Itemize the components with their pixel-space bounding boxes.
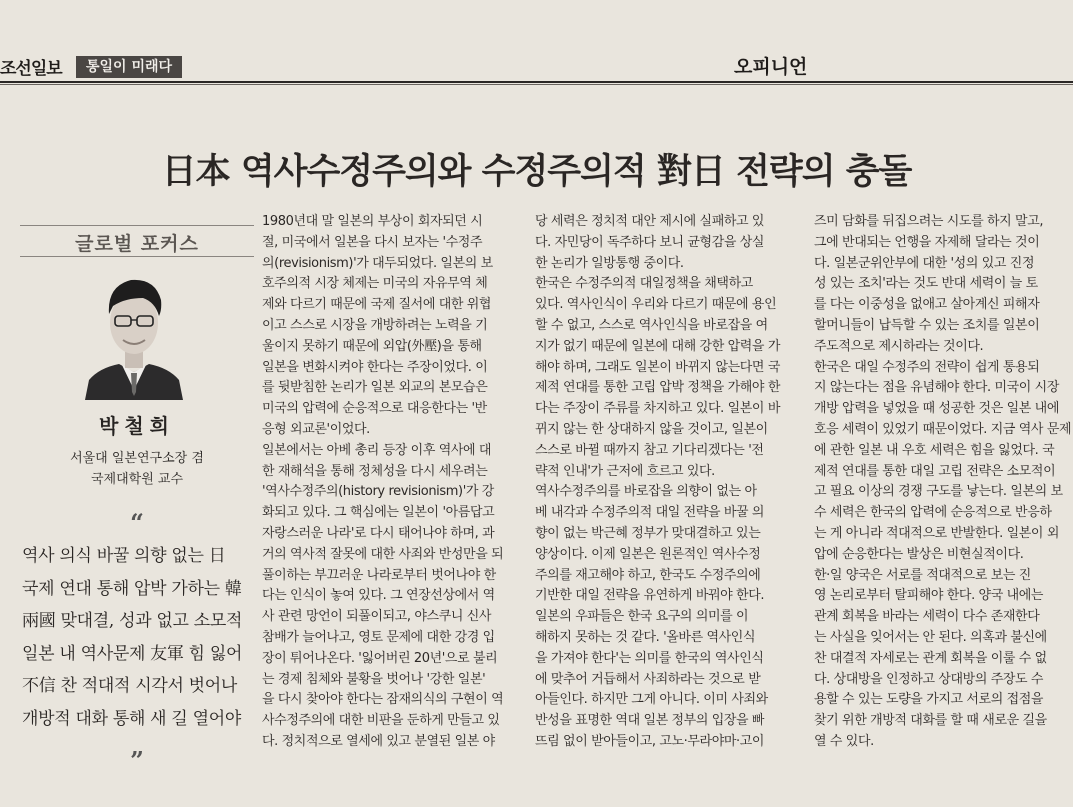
column-title-rule-bottom <box>20 256 254 257</box>
body-line: 제와 다르기 때문에 국제 질서에 대한 위협 <box>262 297 492 313</box>
author-name: 박철희 <box>99 414 175 438</box>
column-title-rule-top <box>20 225 254 226</box>
body-line: 열 수 있다. <box>814 733 874 749</box>
body-line: 해하지 못하는 것 같다. '올바른 역사인식 <box>535 629 756 645</box>
body-line: 자랑스러운 나라'로 다시 태어나야 하며, 과 <box>262 525 495 541</box>
body-line: 화되고 있다. 그 핵심에는 일본이 '아름답고 <box>262 505 495 521</box>
section-badge: 통일이 미래다 <box>76 56 182 78</box>
body-line: 수 세력은 한국의 압력에 순응적으로 반응하 <box>814 505 1052 521</box>
body-line: 그에 반대되는 언행을 자제해 달라는 것이 <box>814 234 1040 250</box>
body-line: 향이 없는 박근혜 정부가 맞대결하고 있는 <box>535 525 761 541</box>
body-line: 일본의 우파들은 한국 요구의 의미를 이 <box>535 609 749 625</box>
pull-quote-line: 국제 연대 통해 압박 가하는 韓 <box>22 578 242 599</box>
body-line: 다는 주장이 주류를 차지하고 있다. 일본이 바 <box>535 401 780 417</box>
body-line: 한국은 대일 수정주의 전략이 쉽게 통용되 <box>814 359 1040 375</box>
quote-close-mark: ” <box>130 746 144 775</box>
body-line: 다. 일본군위안부에 대한 '성의 있고 진정 <box>814 255 1035 271</box>
body-line: 할 수 없고, 스스로 역사인식을 바로잡을 여 <box>535 317 768 333</box>
header-rule <box>0 81 1073 83</box>
pull-quote <box>22 540 256 735</box>
body-line: 사 관련 망언이 되풀이되고, 야스쿠니 신사 <box>262 609 492 625</box>
body-line: 한 재해석을 통해 정체성을 다시 세우려는 <box>262 463 488 479</box>
body-line: 관계 회복을 바라는 세력이 다수 존재한다 <box>814 609 1040 625</box>
body-line: 즈미 담화를 뒤집으려는 시도를 하지 말고, <box>814 214 1044 229</box>
body-line: 주도적으로 제시하라는 것이다. <box>814 338 984 354</box>
body-line: 한·일 양국은 서로를 적대적으로 보는 진 <box>814 567 1031 583</box>
body-line: 베 내각과 수정주의적 대일 전략을 바꿀 의 <box>535 505 765 521</box>
body-line: 영 논리로부터 탈피해야 한다. 양국 내에는 <box>814 588 1044 604</box>
body-line: 를 다는 이중성을 없애고 살아계신 피해자 <box>814 297 1040 313</box>
body-line: 지가 없기 때문에 일본에 대해 강한 압력을 가 <box>535 338 780 354</box>
body-line: 략적 인내'가 근저에 흐르고 있다. <box>535 463 715 479</box>
newspaper-name: 조선일보 <box>0 59 62 79</box>
body-column-1 <box>262 212 524 753</box>
body-line: 에 맞추어 거듭해서 사죄하라는 것으로 받 <box>535 671 761 687</box>
body-line: 지 않는다는 점을 유념해야 한다. 미국이 시장 <box>814 380 1059 396</box>
body-line: 는 사실을 잊어서는 안 된다. 의혹과 불신에 <box>814 629 1047 645</box>
body-line: 호주의적 시장 체제는 미국의 자유무역 체 <box>262 276 488 292</box>
body-line: 기반한 대일 전략을 유연하게 바꿔야 한다. <box>535 588 765 604</box>
author-title: 서울대 일본연구소장 겸 <box>70 451 204 466</box>
body-line: 호응 세력이 있었기 때문이었다. 지금 역사 문제 <box>814 421 1072 437</box>
body-line: 찬 대결적 자세로는 관계 회복을 이룰 수 없 <box>814 650 1047 666</box>
body-line: 미국의 압력에 순응적으로 대응한다는 '반 <box>262 401 487 417</box>
body-line: 역사수정주의를 바로잡을 의향이 없는 아 <box>535 484 757 500</box>
body-line: 압에 순응한다는 발상은 비현실적이다. <box>814 546 1024 562</box>
body-column-2 <box>535 212 797 753</box>
headline: 日本 역사수정주의와 수정주의적 對日 전략의 충돌 <box>161 151 912 192</box>
body-line: 있다. 역사인식이 우리와 다르기 때문에 용인 <box>535 297 777 313</box>
body-line: 의(revisionism)'가 대두되었다. 일본의 보 <box>262 255 493 271</box>
body-line: 제적 연대를 통한 고립 압박 정책을 가해야 한 <box>535 380 780 396</box>
body-line: 해야 하며, 그래도 일본이 바뀌지 않는다면 국 <box>535 359 780 375</box>
body-line: 응형 외교론'이었다. <box>262 421 370 437</box>
body-line: 는 게 아니라 적대적으로 반발한다. 일본이 외 <box>814 525 1059 541</box>
body-line: 일본을 변화시켜야 한다는 주장이었다. 이 <box>262 359 488 375</box>
body-column-3 <box>814 212 1073 753</box>
author-title-secondary: 국제대학원 교수 <box>90 472 184 487</box>
body-line: 거의 역사적 잘못에 대한 사죄와 반성만을 되 <box>262 546 504 562</box>
pull-quote-line: 역사 의식 바꿀 의향 없는 日 <box>22 546 226 566</box>
body-line: 풀이하는 부끄러운 나라로부터 벗어나야 한 <box>262 567 496 583</box>
body-line: 성 있는 조치'라는 것도 반대 세력이 늘 토 <box>814 276 1038 292</box>
body-line: 뀌지 않는 한 상대하지 않을 것이고, 일본이 <box>535 421 768 437</box>
body-line: 뜨림 없이 받아들이고, 고노·무라야마·고이 <box>535 733 765 749</box>
body-line: 아들인다. 하지만 그게 아니다. 이미 사죄와 <box>535 692 768 708</box>
body-line: 를 뒷받침한 논리가 일본 외교의 본모습은 <box>262 380 488 396</box>
body-line: 제적 연대를 통한 대일 고립 전략은 소모적이 <box>814 463 1056 479</box>
quote-open-mark: “ <box>130 508 144 537</box>
pull-quote-line: 兩國 맞대결, 성과 없고 소모적 <box>22 611 243 631</box>
body-line: 울이지 못하기 때문에 외압(外壓)을 통해 <box>262 338 482 354</box>
body-line: 을 가져야 한다'는 의미를 한국의 역사인식 <box>535 650 764 666</box>
body-line: 일본에서는 아베 총리 등장 이후 역사에 대 <box>262 442 492 458</box>
body-line: 사수정주의에 대한 비판을 둔하게 만들고 있 <box>262 713 500 729</box>
pull-quote-line: 개방적 대화 통해 새 길 열어야 <box>22 708 241 729</box>
column-title: 글로벌 포커스 <box>75 233 199 255</box>
body-line: 이고 스스로 시장을 개방하려는 노력을 기 <box>262 317 488 333</box>
body-line: '역사수정주의(history revisionism)'가 강 <box>262 484 494 500</box>
pull-quote-line: 일본 내 역사문제 友軍 힘 잃어 <box>22 643 243 664</box>
body-line: 용할 수 있는 도량을 가지고 서로의 접점을 <box>814 692 1044 708</box>
body-line: 다. 상대방을 인정하고 상대방의 주장도 수 <box>814 671 1044 687</box>
body-line: 다. 자민당이 독주하다 보니 균형감을 상실 <box>535 234 765 250</box>
body-line: 개방 압력을 넣었을 때 성공한 것은 일본 내에 <box>814 401 1059 417</box>
body-line: 당 세력은 정치적 대안 제시에 실패하고 있 <box>535 214 765 229</box>
pull-quote-line: 不信 찬 적대적 시각서 벗어나 <box>22 676 238 696</box>
category-label: 오피니언 <box>734 56 808 78</box>
body-line: 절, 미국에서 일본을 다시 보자는 '수정주 <box>262 234 483 250</box>
body-line: 다는 인식이 놓여 있다. 그 연장선상에서 역 <box>262 588 495 604</box>
body-line: 한국은 수정주의적 대일정책을 채택하고 <box>535 276 753 292</box>
header-rule-thin <box>0 84 1073 85</box>
body-line: 한 논리가 일방통행 중이다. <box>535 255 684 271</box>
body-line: 에 관한 일본 내 우호 세력은 힘을 잃었다. 국 <box>814 442 1055 458</box>
author-photo <box>85 268 183 400</box>
body-line: 다. 정치적으로 열세에 있고 분열된 일본 야 <box>262 733 495 749</box>
body-line: 찾기 위한 개방적 대화를 할 때 새로운 길을 <box>814 713 1047 729</box>
body-line: 는 경제 침체와 불황을 벗어나 '강한 일본' <box>262 671 486 687</box>
body-line: 을 다시 찾아야 한다는 잠재의식의 구현이 역 <box>262 692 504 708</box>
body-line: 1980년대 말 일본의 부상이 회자되던 시 <box>262 214 483 229</box>
body-line: 할머니들이 납득할 수 있는 조치를 일본이 <box>814 317 1040 333</box>
body-line: 장이 튀어나온다. '잃어버린 20년'으로 불리 <box>262 650 498 666</box>
body-line: 참배가 늘어나고, 영토 문제에 대한 강경 입 <box>262 629 495 645</box>
body-line: 스스로 바뀔 때까지 참고 기다리겠다는 '전 <box>535 442 764 458</box>
body-line: 양상이다. 이제 일본은 원론적인 역사수정 <box>535 546 761 562</box>
body-line: 주의를 재고해야 하고, 한국도 수정주의에 <box>535 567 761 583</box>
body-line: 고 필요 이상의 경쟁 구도를 낳는다. 일본의 보 <box>814 484 1063 500</box>
body-line: 반성을 표명한 역대 일본 정부의 입장을 빠 <box>535 713 765 729</box>
